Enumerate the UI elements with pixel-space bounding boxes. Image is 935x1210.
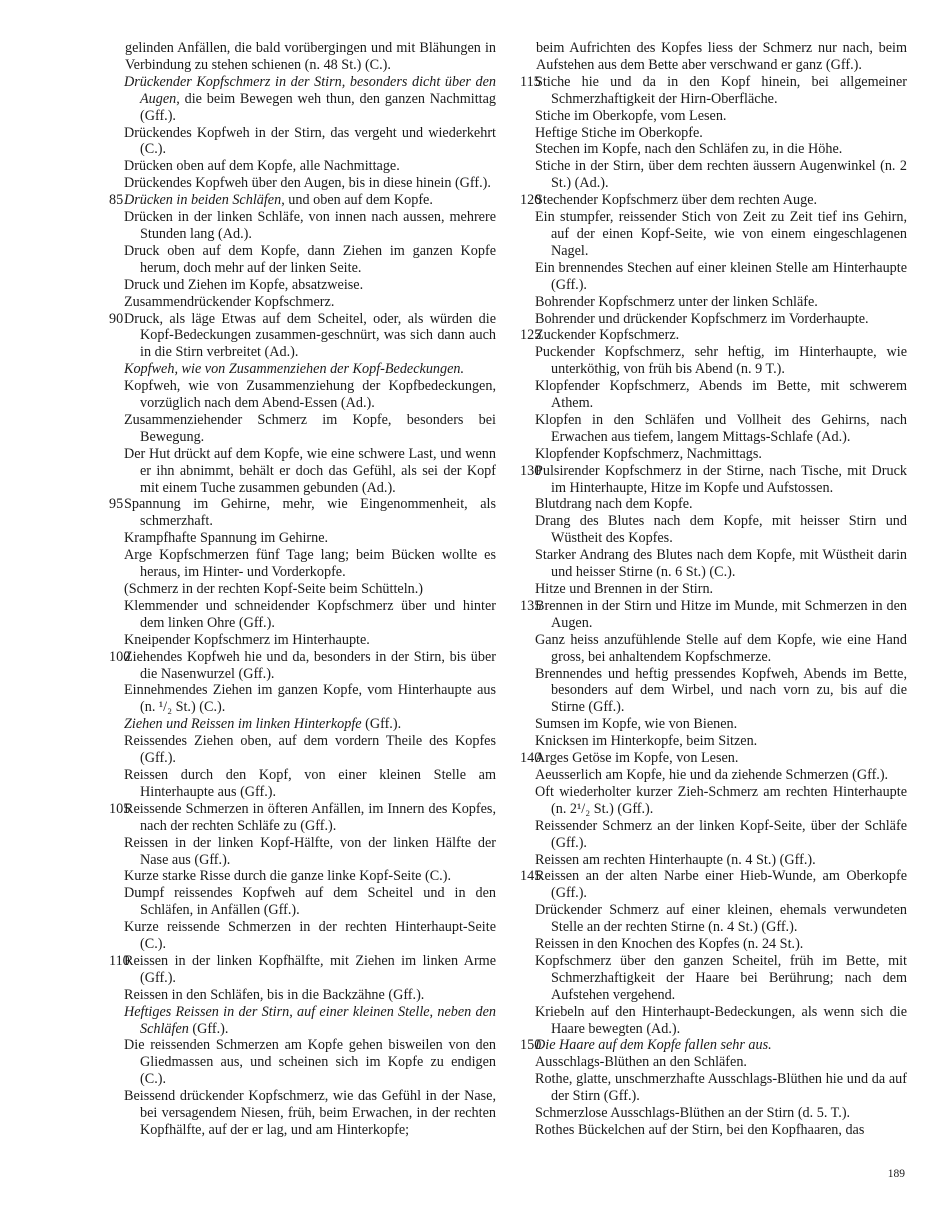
symptom-text: Hitze und Brennen in der Stirn. (535, 581, 714, 597)
symptom-text: Klopfender Kopfschmerz, Abends im Bette, mit schwerem Athem. (535, 378, 907, 412)
left-column (109, 40, 496, 1139)
symptom-text: Starker Andrang des Blutes nach dem Kopfe, mit Wüstheit darin und heisser Stirne (n. 6 St.) (C.). (535, 547, 907, 581)
symptom-entry (520, 74, 907, 108)
symptom-entry (109, 581, 496, 598)
symptom-text: Knicksen im Hinterkopfe, beim Sitzen. (535, 733, 758, 750)
symptom-entry (520, 767, 907, 784)
symptom-entry (109, 835, 496, 869)
symptom-entry (520, 125, 907, 142)
symptom-text: Einnehmendes Ziehen im ganzen Kopfe, vom Hinterhaupte aus (n. ¹/₂ St.) (C.). (124, 682, 496, 716)
symptom-text: Blutdrang nach dem Kopfe. (535, 496, 693, 513)
symptom-text: Spannung im Gehirne, mehr, wie Eingenommenheit, als schmerzhaft. (124, 496, 496, 530)
entry-number: 110 (109, 952, 130, 969)
symptom-text: Druck und Ziehen im Kopfe, absatzweise. (124, 276, 364, 293)
symptom-entry (109, 496, 496, 530)
entry-number: 150 (520, 1037, 542, 1054)
symptom-text: Aeusserlich am Kopfe, hie und da ziehende Schmerzen (Gff.). (535, 766, 889, 783)
symptom-entry (520, 666, 907, 717)
symptom-text: Drückendes Kopfweh über den Augen, bis in diese hinein (Gff.). (124, 175, 491, 192)
symptom-text: beim Aufrichten des Kopfes liess der Schmerz nur nach, beim Aufstehen aus dem Bette aber verschwand er ganz (Gff.). (536, 40, 907, 73)
symptom-entry (520, 953, 907, 1004)
symptom-entry (520, 40, 907, 74)
symptom-entry (109, 175, 496, 192)
symptom-entry (520, 818, 907, 852)
entry-number: 100 (109, 648, 131, 665)
symptom-text: Stiche hie und da in den Kopf hinein, bei allgemeiner Schmerzhaftigkeit der Hirn-Oberfläche. (535, 73, 907, 107)
symptom-entry (109, 1004, 496, 1038)
symptom-text: (Schmerz in der rechten Kopf-Seite beim Schütteln.) (124, 581, 424, 597)
symptom-entry (520, 260, 907, 294)
entry-number: 130 (520, 462, 542, 479)
symptom-entry (520, 902, 907, 936)
symptom-entry (520, 1071, 907, 1105)
symptom-entry (109, 649, 496, 683)
symptom-text: Reissen in den Schläfen, bis in die Backzähne (Gff.). (124, 986, 425, 1003)
symptom-text: Der Hut drückt auf dem Kopfe, wie eine schwere Last, und wenn er ihn abnimmt, behält er doch das Gefühl, als sei der Kopf mit einem Tuche zusammen gebunden (Ad.). (124, 445, 496, 496)
symptom-entry (520, 868, 907, 902)
symptom-entry (520, 1054, 907, 1071)
symptom-entry (520, 496, 907, 513)
symptom-entry (109, 378, 496, 412)
entry-number: 90 (109, 310, 124, 327)
symptom-entry (520, 598, 907, 632)
symptom-entry (109, 361, 496, 378)
symptom-text: Reissen in den Knochen des Kopfes (n. 24 St.). (535, 936, 804, 953)
symptom-text: Drücken in der linken Schläfe, von innen nach aussen, mehrere Stunden lang (Ad.). (124, 209, 496, 242)
symptom-entry (520, 327, 907, 344)
symptom-entry (109, 733, 496, 767)
symptom-text: Reissende Schmerzen in öfteren Anfällen, im Innern des Kopfes, nach der rechten Schläfe zu (Gff.). (124, 800, 496, 834)
entry-number: 105 (109, 800, 131, 817)
symptom-text: Kurze starke Risse durch die ganze linke Kopf-Seite (C.). (124, 868, 451, 885)
entry-number: 120 (520, 192, 542, 209)
symptom-entry (109, 294, 496, 311)
symptom-entry (109, 209, 496, 243)
symptom-entry (520, 108, 907, 125)
symptom-entry (520, 1004, 907, 1038)
symptom-entry (520, 1105, 907, 1122)
symptom-text: Drücken oben auf dem Kopfe, alle Nachmittage. (124, 158, 400, 175)
symptom-entry (109, 446, 496, 497)
symptom-text: Reissendes Ziehen oben, auf dem vordern Theile des Kopfes (Gff.). (124, 733, 496, 767)
symptom-entry (520, 852, 907, 869)
symptom-text: Klopfender Kopfschmerz, Nachmittags. (535, 445, 762, 462)
symptom-text: Rothes Bückelchen auf der Stirn, bei den Kopfhaaren, das (535, 1122, 865, 1138)
symptom-entry (520, 750, 907, 767)
symptom-entry (109, 1088, 496, 1139)
symptom-text: Klopfen in den Schläfen und Vollheit des Gehirns, nach Erwachen aus tiefem, langem Mittags-Schlafe (Ad.). (535, 411, 907, 445)
symptom-text: gelinden Anfällen, die bald vorübergingen und mit Blähungen in Verbindung zu stehen schienen (n. 48 St.) (C.). (125, 40, 496, 73)
symptom-entry (109, 1037, 496, 1088)
entry-number: 145 (520, 868, 542, 885)
symptom-text: Drückender Schmerz auf einer kleinen, ehemals verwundeten Stelle an der rechten Stirne (n. 4 St.) (Gff.). (535, 902, 907, 936)
symptom-entry (520, 294, 907, 311)
italic-symptom-text: Drücken in beiden Schläfen (124, 192, 282, 209)
symptom-entry (520, 378, 907, 412)
symptom-text: Reissen durch den Kopf, von einer kleinen Stelle am Hinterhaupte aus (Gff.). (124, 766, 496, 800)
symptom-entry (520, 1122, 907, 1139)
symptom-entry (109, 716, 496, 733)
symptom-entry (520, 784, 907, 818)
entry-number: 125 (520, 327, 542, 344)
symptom-text: Druck, als läge Etwas auf dem Scheitel, oder, als würden die Kopf-Bedeckungen zusammen-geschnürt, was sich dann auch in die Stirn verbreitet (Ad.). (124, 310, 496, 361)
symptom-entry (109, 158, 496, 175)
symptom-text: Stechen im Kopfe, nach den Schläfen zu, in die Höhe. (535, 141, 843, 158)
symptom-text: Pulsirender Kopfschmerz in der Stirne, nach Tische, mit Druck im Hinterhaupte, Hitze im Kopfe und Aufstossen. (535, 462, 907, 496)
entry-number: 95 (109, 496, 124, 513)
italic-symptom-text: Drückender Kopfschmerz in der Stirn, besonders dicht über den Augen (124, 73, 496, 107)
symptom-text: Beissend drückender Kopfschmerz, wie das Gefühl in der Nase, bei versagendem Niesen, früh, beim Erwachen, in der rechten Kopfhälfte, auf der er lag, und am Hinterkopfe; (124, 1088, 496, 1138)
symptom-text: Kneipender Kopfschmerz im Hinterhaupte. (124, 631, 370, 648)
symptom-entry (520, 209, 907, 260)
symptom-entry (109, 311, 496, 362)
symptom-text: Zuckender Kopfschmerz. (535, 327, 680, 344)
symptom-text: Reissen in der linken Kopfhälfte, mit Ziehen im linken Arme (Gff.). (124, 952, 496, 986)
symptom-text: Reissen am rechten Hinterhaupte (n. 4 St.) (Gff.). (535, 851, 816, 868)
entry-number: 85 (109, 192, 124, 209)
symptom-entry (109, 987, 496, 1004)
symptom-text: Zusammenziehender Schmerz im Kopfe, besonders bei Bewegung. (124, 411, 496, 445)
symptom-text: Dumpf reissendes Kopfweh auf dem Scheitel und in den Schläfen, in Anfällen (Gff.). (124, 885, 496, 919)
symptom-entry (109, 74, 496, 125)
symptom-text: , die beim Bewegen weh thun, den ganzen Nachmittag (Gff.). (140, 90, 496, 124)
symptom-text: Zusammendrückender Kopfschmerz. (124, 293, 335, 310)
page-number: 189 (887, 1168, 905, 1180)
symptom-entry (109, 598, 496, 632)
symptom-entry (520, 141, 907, 158)
symptom-entry (109, 277, 496, 294)
italic-symptom-text: Kopfweh, wie von Zusammenziehen der Kopf-Bedeckungen. (124, 361, 465, 378)
symptom-text: Ein stumpfer, reissender Stich von Zeit zu Zeit tief ins Gehirn, auf der einen Kopf-Seite, wie von einem eingeschlagenen Nagel. (535, 209, 907, 259)
symptom-entry (109, 919, 496, 953)
symptom-text: Brennendes und heftig pressendes Kopfweh, Abends im Bette, besonders auf dem Wirbel, und nach vorn zu, bis auf die Stirne (Gff.). (535, 665, 907, 716)
symptom-text: Klemmender und schneidender Kopfschmerz über und hinter dem linken Ohre (Gff.). (124, 597, 496, 631)
symptom-text: Kriebeln auf den Hinterhaupt-Bedeckungen, als wenn sich die Haare bewegten (Ad.). (535, 1003, 907, 1037)
symptom-text: Kurze reissende Schmerzen in der rechten Hinterhaupt-Seite (C.). (124, 919, 496, 953)
symptom-entry (109, 192, 496, 209)
symptom-text: Reissender Schmerz an der linken Kopf-Seite, über der Schläfe (Gff.). (535, 817, 907, 851)
symptom-text: Arge Kopfschmerzen fünf Tage lang; beim Bücken wollte es heraus, im Hinter- und Vorderkopfe. (124, 547, 496, 581)
italic-symptom-text: Ziehen und Reissen im linken Hinterkopfe (124, 716, 362, 733)
symptom-text: Ein brennendes Stechen auf einer kleinen Stelle am Hinterhaupte (Gff.). (535, 259, 907, 293)
symptom-entry (109, 40, 496, 74)
italic-symptom-text: Heftiges Reissen in der Stirn, auf einer kleinen Stelle, neben den Schläfen (124, 1003, 496, 1037)
symptom-entry (520, 733, 907, 750)
symptom-entry (109, 530, 496, 547)
right-column (520, 40, 907, 1139)
symptom-entry (520, 513, 907, 547)
symptom-text: Kopfweh, wie von Zusammenziehung der Kopfbedeckungen, vorzüglich nach dem Abend-Essen (Ad.). (124, 378, 496, 412)
symptom-entry (109, 412, 496, 446)
symptom-entry (109, 801, 496, 835)
symptom-entry (109, 885, 496, 919)
symptom-text: Drückendes Kopfweh in der Stirn, das vergeht und wiederkehrt (C.). (124, 124, 496, 158)
symptom-entry (520, 716, 907, 733)
symptom-text: Schmerzlose Ausschlags-Blüthen an der Stirn (d. 5. T.). (535, 1105, 851, 1122)
symptom-text: Stiche im Oberkopfe, vom Lesen. (535, 107, 727, 124)
entry-number: 140 (520, 750, 542, 767)
symptom-text: Stechender Kopfschmerz über dem rechten Auge. (535, 192, 818, 209)
symptom-entry (520, 632, 907, 666)
symptom-text: Ausschlags-Blüthen an den Schläfen. (535, 1054, 747, 1071)
symptom-text: Stiche in der Stirn, über dem rechten äussern Augenwinkel (n. 2 St.) (Ad.). (535, 158, 907, 192)
symptom-text: Krampfhafte Spannung im Gehirne. (124, 530, 329, 547)
symptom-entry (109, 125, 496, 159)
symptom-text: Ganz heiss anzufühlende Stelle auf dem Kopfe, wie eine Hand gross, bei anhaltendem Kopfschmerze. (535, 631, 907, 665)
symptom-entry (520, 158, 907, 192)
symptom-entry (520, 581, 907, 598)
symptom-text: Heftige Stiche im Oberkopfe. (535, 124, 703, 141)
symptom-text: Die reissenden Schmerzen am Kopfe gehen bisweilen von den Gliedmassen aus, und scheinen sich im Kopfe zu endigen (C.). (124, 1037, 496, 1088)
symptom-text: Kopfschmerz über den ganzen Scheitel, früh im Bette, mit Schmerzhaftigkeit der Haare bei Berührung; nach dem Aufstehen vergehend. (535, 952, 907, 1003)
symptom-entry (520, 463, 907, 497)
entry-number: 135 (520, 597, 542, 614)
symptom-entry (109, 632, 496, 649)
symptom-text: Bohrender und drückender Kopfschmerz im Vorderhaupte. (535, 310, 869, 327)
symptom-text: Oft wiederholter kurzer Zieh-Schmerz am rechten Hinterhaupte (n. 2¹/₂ St.) (Gff.). (535, 783, 907, 817)
symptom-text: Rothe, glatte, unschmerzhafte Ausschlags-Blüthen hie und da auf der Stirn (Gff.). (535, 1071, 907, 1105)
symptom-entry (109, 243, 496, 277)
symptom-entry (520, 311, 907, 328)
symptom-entry (109, 953, 496, 987)
symptom-text: (Gff.). (361, 716, 402, 733)
symptom-entry (520, 936, 907, 953)
symptom-text: (Gff.). (188, 1020, 229, 1037)
symptom-entry (520, 446, 907, 463)
symptom-text: Druck oben auf dem Kopfe, dann Ziehen im ganzen Kopfe herum, doch mehr auf der linken Seite. (124, 242, 496, 276)
symptom-text: Ziehendes Kopfweh hie und da, besonders in der Stirn, bis über die Nasenwurzel (Gff.). (124, 648, 496, 682)
symptom-entry (520, 344, 907, 378)
symptom-text: Bohrender Kopfschmerz unter der linken Schläfe. (535, 293, 818, 310)
symptom-text: Puckender Kopfschmerz, sehr heftig, im Hinterhaupte, wie unterköthig, von früh bis Abend (n. 9 T.). (535, 344, 907, 378)
symptom-text: Reissen in der linken Kopf-Hälfte, von der linken Hälfte der Nase aus (Gff.). (124, 834, 496, 868)
symptom-entry (109, 767, 496, 801)
symptom-text: Arges Getöse im Kopfe, von Lesen. (535, 750, 739, 767)
symptom-text: Sumsen im Kopfe, wie von Bienen. (535, 716, 738, 733)
entry-number: 115 (520, 73, 541, 90)
symptom-text: , und oben auf dem Kopfe. (281, 192, 433, 209)
symptom-entry (109, 868, 496, 885)
symptom-entry (520, 412, 907, 446)
symptom-entry (520, 547, 907, 581)
symptom-text: Brennen in der Stirn und Hitze im Munde, mit Schmerzen in den Augen. (535, 597, 907, 631)
symptom-text: Drang des Blutes nach dem Kopfe, mit heisser Stirn und Wüstheit des Kopfes. (535, 513, 907, 547)
symptom-entry (109, 682, 496, 716)
symptom-text: Reissen an der alten Narbe einer Hieb-Wunde, am Oberkopfe (Gff.). (535, 868, 907, 902)
italic-symptom-text: Die Haare auf dem Kopfe fallen sehr aus. (535, 1037, 772, 1054)
symptom-entry (520, 192, 907, 209)
symptom-entry (109, 547, 496, 581)
symptom-entry (520, 1037, 907, 1054)
